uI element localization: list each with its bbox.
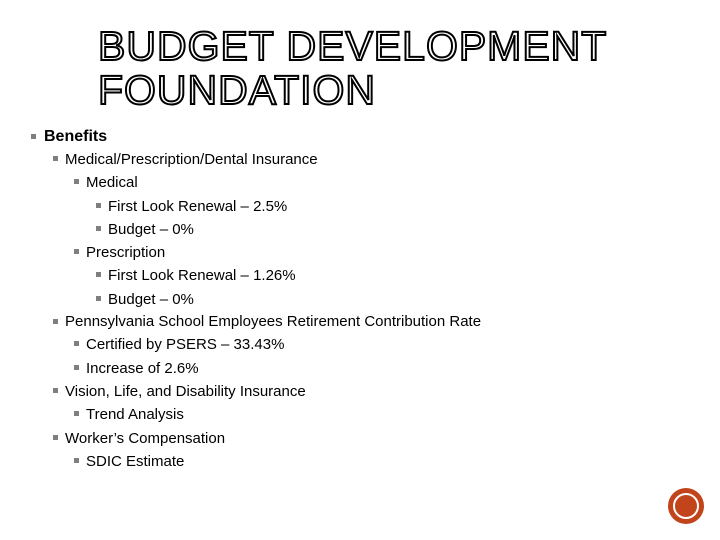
list-item <box>28 383 528 400</box>
list-item-label: Medical <box>86 174 138 192</box>
list-item-label: Certified by PSERS – 33.43% <box>86 336 285 354</box>
list-item <box>28 221 528 238</box>
bullet-icon <box>96 226 101 231</box>
list-item-label: Benefits <box>44 128 108 145</box>
bullet-icon <box>74 341 79 346</box>
bullet-outline <box>28 128 528 476</box>
list-item-label: Increase of 2.6% <box>86 359 199 377</box>
list-item-label: Budget – 0% <box>108 220 194 238</box>
bullet-icon <box>74 458 79 463</box>
bullet-icon <box>74 179 79 184</box>
bullet-icon <box>74 365 79 370</box>
bullet-icon <box>53 435 58 440</box>
bullet-icon <box>53 319 58 324</box>
list-item-label: Pennsylvania School Employees Retirement Contribution Rate <box>65 313 482 331</box>
list-item <box>28 453 528 470</box>
list-item <box>28 291 528 308</box>
list-item <box>28 314 505 330</box>
list-item-label: Medical/Prescription/Dental Insurance <box>65 151 318 168</box>
list-item <box>28 267 528 284</box>
slide-title-line-2: FOUNDATION <box>98 67 377 113</box>
list-item-label: Vision, Life, and Disability Insurance <box>65 382 306 400</box>
bullet-icon <box>96 272 101 277</box>
list-item-label: Worker’s Compensation <box>65 429 226 447</box>
list-item <box>28 128 528 145</box>
list-item <box>28 151 528 168</box>
list-item <box>28 430 528 447</box>
list-item-label: Budget – 0% <box>108 290 194 308</box>
list-item-label: First Look Renewal – 1.26% <box>108 267 296 285</box>
circle-button-icon[interactable] <box>668 488 704 524</box>
list-item <box>28 360 528 377</box>
bullet-icon <box>96 203 101 208</box>
bullet-icon <box>74 411 79 416</box>
bullet-icon <box>31 134 36 139</box>
bullet-icon <box>74 249 79 254</box>
bullet-icon <box>53 388 58 393</box>
list-item <box>28 244 528 261</box>
list-item <box>28 336 528 353</box>
bullet-icon <box>53 156 58 161</box>
list-item <box>28 198 528 215</box>
list-item <box>28 174 528 191</box>
bullet-icon <box>96 296 101 301</box>
slide-title-line-1: BUDGET DEVELOPMENT <box>98 23 608 69</box>
ring-icon <box>673 493 699 519</box>
list-item-label: First Look Renewal – 2.5% <box>108 197 288 215</box>
list-item-label: Trend Analysis <box>86 406 184 424</box>
list-item-label: SDIC Estimate <box>86 452 185 470</box>
list-item-label: Prescription <box>86 244 166 262</box>
list-item <box>28 406 528 423</box>
slide-title <box>98 24 607 112</box>
